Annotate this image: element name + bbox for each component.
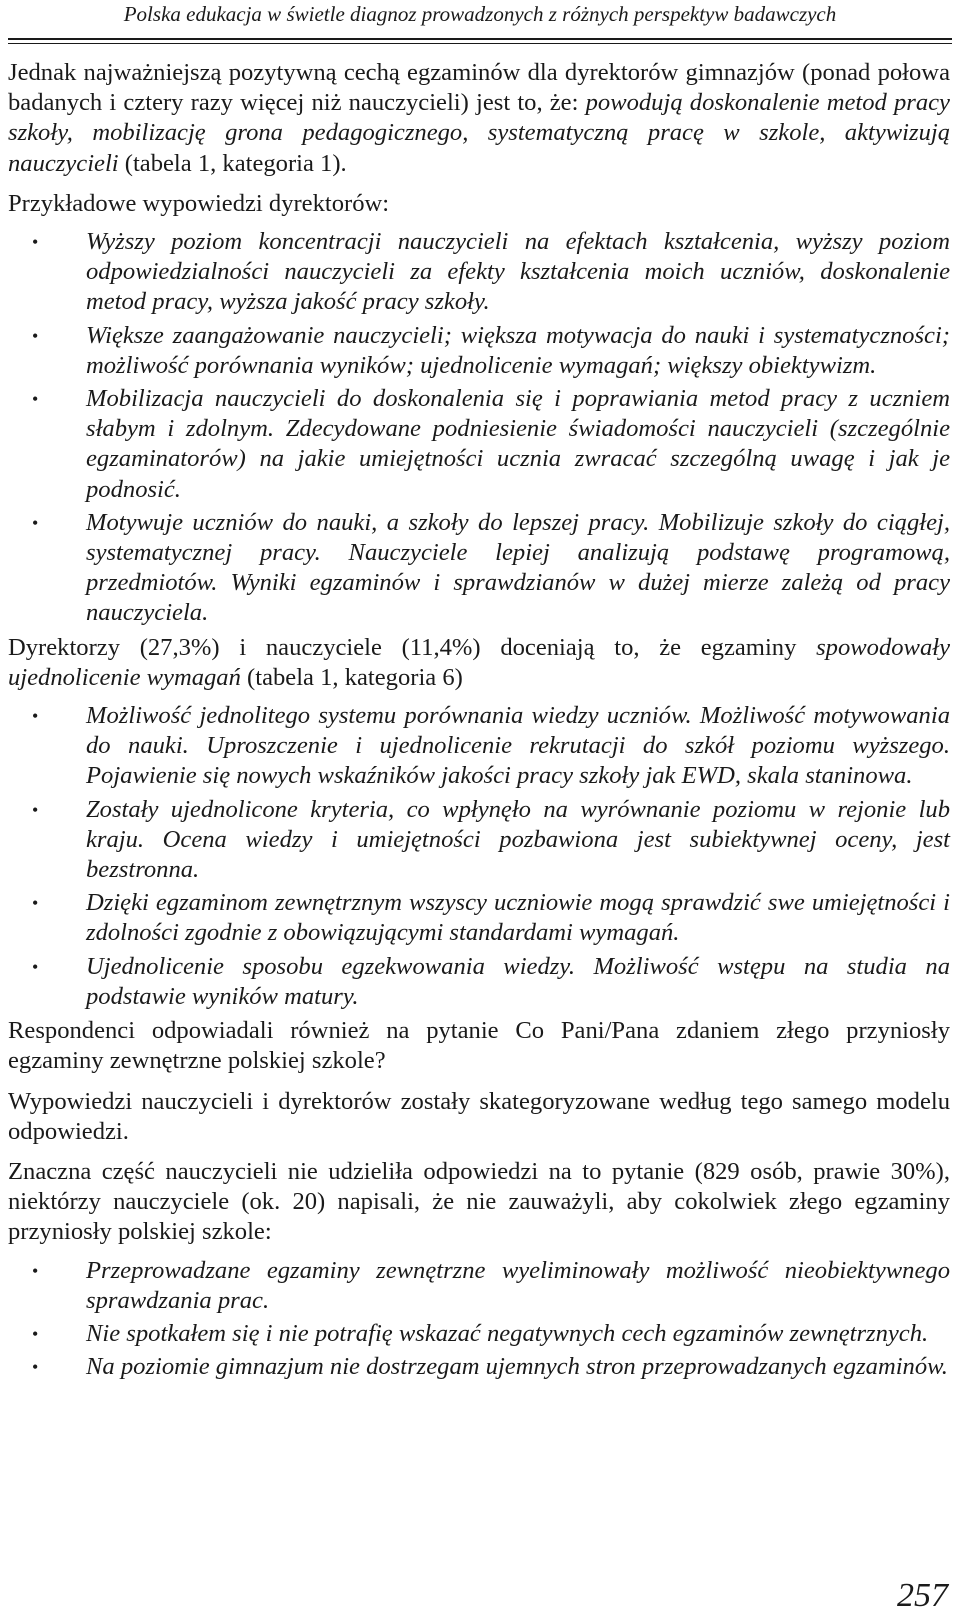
bullet-icon: •: [32, 706, 39, 727]
paragraph-reference: (tabela 1, kategoria 6): [240, 663, 463, 691]
paragraph-italic-text: spowodowały ujednolicenie wymagań: [8, 633, 950, 691]
list-item: • Na poziomie gimnazjum nie dostrzegam ujemnych stron przeprowadzanych egzaminów.: [8, 1352, 950, 1382]
paragraph-unification: [8, 633, 950, 693]
paragraph-question: Respondenci odpowiadali również na pytanie Co Pani/Pana zdaniem złego przyniosły egzaminy zewnętrzne polskiej szkole?: [8, 1017, 950, 1075]
list-item: • Ujednolicenie sposobu egzekwowania wiedzy. Możliwość wstępu na studia na podstawie wyników matury.: [32, 952, 950, 1010]
bullet-icon: •: [32, 232, 39, 253]
list-item: • Zostały ujednolicone kryteria, co wpłynęło na wyrównanie poziomu w rejonie lub kraju. Ocena wiedzy i umiejętności pozbawiona jest subiektywnej oceny, jest bezstronna.: [32, 795, 950, 884]
bullet-icon: •: [32, 1260, 39, 1281]
bullet-icon: •: [32, 799, 39, 820]
list-item: • Większe zaangażowanie nauczycieli; większa motywacja do nauki i systematyczności; możliwość porównania wyników; ujednolicenie wymagań; większy obiektywizm.: [32, 321, 950, 379]
bullet-icon: •: [32, 389, 39, 410]
list-item: • Możliwość jednolitego systemu porównania wiedzy uczniów. Możliwość motywowania do nauki. Uproszczenie i ujednolicenie rekrutacji do szkół poziomu wyższego. Pojawienie się nowych wskaźników jakości pracy szkoły jak EWD, skala staninowa.: [32, 702, 950, 790]
list-item: • Motywuje uczniów do nauki, a szkoły do lepszej pracy. Mobilizuje szkoły do ciągłej, systematycznej pracy. Nauczyciele lepiej analizują podstawę programową, przedmiotów. Wyniki egzaminów i sprawdzianów w dużej mierze zależą od pracy nauczyciela.: [32, 508, 950, 627]
unification-quotes-list: [8, 701, 950, 1012]
list-item: • Przeprowadzane egzaminy zewnętrzne wyeliminowały możliwość nieobiektywnego sprawdzania prac.: [32, 1256, 950, 1314]
paragraph-text: Dyrektorzy (27,3%) i nauczyciele (11,4%) doceniają to, że egzaminy: [8, 633, 817, 661]
paragraph-categorization: Wypowiedzi nauczycieli i dyrektorów zostały skategoryzowane według tego samego modelu odpowiedzi.: [8, 1087, 950, 1145]
list-item: • Wyższy poziom koncentracji nauczycieli na efektach kształcenia, wyższy poziom odpowiedzialności nauczycieli za efekty kształcenia moich uczniów, doskonalenie metod pracy, wyższa jakość pracy szkoły.: [32, 228, 950, 316]
bullet-icon: •: [32, 956, 39, 977]
intro-reference: (tabela 1, kategoria 1).: [118, 149, 347, 177]
list-item: • Mobilizacja nauczycieli do doskonalenia się i poprawiania metod pracy z uczniem słabym i zdolnym. Zdecydowane podniesienie świadomości nauczycieli (szczególnie egzaminatorów) na jakie umiejętności ucznia zwracać szczególną uwagę i jak je podnosić.: [32, 385, 950, 503]
bullet-icon: •: [32, 512, 39, 533]
intro-text: Jednak najważniejszą pozytywną cechą egzaminów dla dyrektorów gimnazjów (ponad połowa badanych i cztery razy więcej niż nauczycieli) jest to, że:: [8, 59, 950, 117]
page-body: [8, 58, 950, 1386]
page-number: 257: [897, 1577, 948, 1614]
intro-italic-text: powodują doskonalenie metod pracy szkoły, mobilizację grona pedagogicznego, systematyczną pracę w szkole, aktywizują nauczycieli: [8, 89, 950, 177]
list-item: • Nie spotkałem się i nie potrafię wskazać negatywnych cech egzaminów zewnętrznych.: [8, 1319, 950, 1349]
running-header: Polska edukacja w świetle diagnoz prowadzonych z różnych perspektyw badawczych: [123, 2, 837, 26]
bullet-icon: •: [32, 893, 39, 914]
paragraph-no-answer: Znaczna część nauczycieli nie udzieliła odpowiedzi na to pytanie (829 osób, prawie 30%), niektórzy nauczyciele (ok. 20) napisali, że nie zauważyli, aby cokolwiek złego egzaminy przyniosły polskiej szkole:: [8, 1157, 950, 1246]
bullet-icon: •: [32, 325, 39, 346]
examples-lead: Przykładowe wypowiedzi dyrektorów:: [8, 189, 390, 217]
bullet-icon: •: [32, 1323, 39, 1344]
teachers-quotes-list: [8, 1256, 950, 1383]
list-item: • Dzięki egzaminom zewnętrznym wszyscy uczniowie mogą sprawdzić swe umiejętności i zdolności zgodnie z obowiązującymi standardami wymagań.: [32, 889, 950, 947]
directors-quotes-list: [8, 227, 950, 629]
intro-paragraph: [8, 58, 950, 179]
bullet-icon: •: [32, 1357, 39, 1378]
header-rule: [8, 38, 952, 44]
